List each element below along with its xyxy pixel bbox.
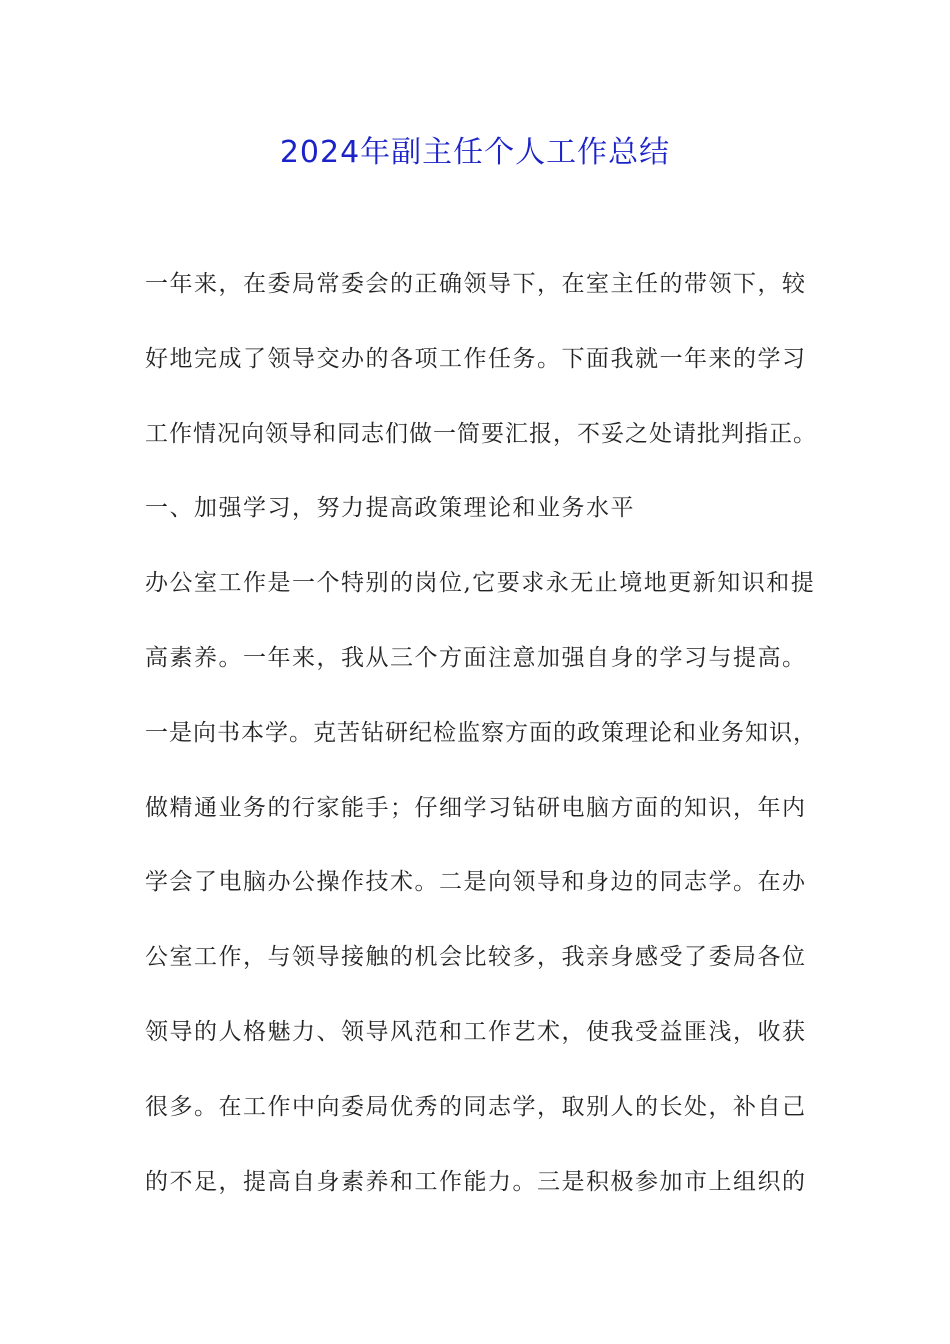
document-body [145,259,815,1231]
body-line: 办公室工作是一个特别的岗位,它要求永无止境地更新知识和提 [145,570,816,597]
body-line: 一年来，在委局常委会的正确领导下，在室主任的带领下，较 [145,271,807,297]
body-line: 好地完成了领导交办的各项工作任务。下面我就一年来的学习 [145,345,807,372]
body-line: 高素养。一年来，我从三个方面注意加强自身的学习与提高。 [145,644,807,671]
body-line: 领导的人格魅力、领导风范和工作艺术，使我受益匪浅，收获 [145,1018,807,1045]
body-line: 工作情况向领导和同志们做一简要汇报，不妥之处请批判指正。 [145,420,817,447]
body-line: 一是向书本学。克苦钻研纪检监察方面的政策理论和业务知识， [145,719,817,746]
body-line: 做精通业务的行家能手；仔细学习钻研电脑方面的知识，年内 [145,794,807,821]
body-line: 的不足，提高自身素养和工作能力。三是积极参加市上组织的 [145,1168,807,1195]
body-line: 很多。在工作中向委局优秀的同志学，取别人的长处，补自己 [145,1093,807,1120]
body-line: 学会了电脑办公操作技术。二是向领导和身边的同志学。在办 [145,869,807,896]
section-heading: 一、加强学习，努力提高政策理论和业务水平 [145,495,635,522]
document-title: 2024年副主任个人工作总结 [279,135,671,170]
body-line: 公室工作，与领导接触的机会比较多，我亲身感受了委局各位 [145,944,807,971]
